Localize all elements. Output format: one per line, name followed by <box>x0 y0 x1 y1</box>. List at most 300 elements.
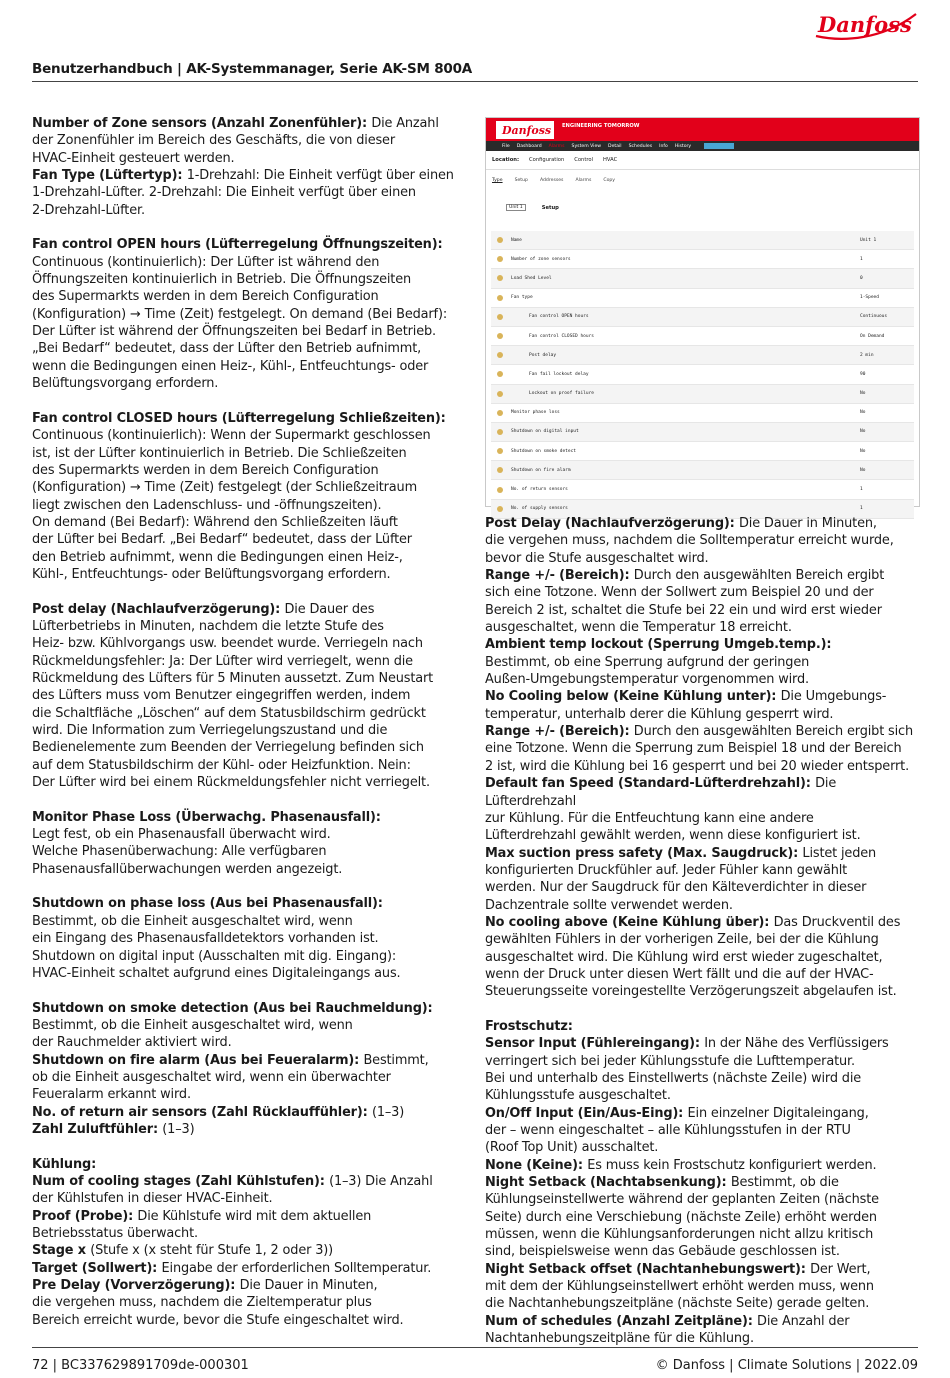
menu-item-system-view[interactable]: System View <box>571 143 602 149</box>
text-line <box>32 115 474 132</box>
text-span: Die Dauer in Minuten, <box>239 1278 378 1294</box>
row-value[interactable]: No <box>860 410 866 416</box>
row-label: Number of zone sensors <box>511 256 571 262</box>
text-span: ausgeschaltet, wenn die Temperatur 18 erreicht. <box>485 620 792 636</box>
text-span: Heiz- bzw. Kühlvorgangs usw. beendet wurde. Verriegeln nach <box>32 636 423 652</box>
menu-item-file[interactable]: File <box>502 143 510 149</box>
setting-icon <box>497 391 503 397</box>
text-span: Bei und unterhalb des Einstellwerts (nächste Zeile) wird die <box>485 1071 862 1086</box>
table-row[interactable] <box>491 404 914 423</box>
table-row[interactable] <box>491 327 914 346</box>
term-label: No. of return air sensors (Zahl Rücklauffühler): <box>32 1104 372 1120</box>
row-label: Fan control CLOSED hours <box>529 333 595 339</box>
text-line <box>32 705 474 722</box>
menu-item-info[interactable]: Info <box>659 143 668 149</box>
text-line <box>485 1243 921 1260</box>
text-span: Phasenausfallüberwachungen werden angezeigt. <box>32 861 343 877</box>
row-value[interactable]: 1 <box>860 487 863 493</box>
text-span: Bestimmt, ob die <box>730 1175 839 1191</box>
text-line <box>485 1018 921 1035</box>
text-line <box>32 670 474 687</box>
term-label: Pre Delay (Vorverzögerung): <box>32 1278 240 1294</box>
text-span: Das Druckventil des <box>773 914 901 930</box>
text-span: die vergehen muss, nachdem die Zieltemperatur plus <box>32 1295 372 1311</box>
term-label: Night Setback (Nachtabsenkung): <box>485 1175 731 1191</box>
tab-type[interactable]: Type <box>492 177 503 183</box>
term-label: Num of cooling stages (Zahl Kühlstufen): <box>32 1173 330 1189</box>
row-label: Lockout on proof failure <box>529 391 595 397</box>
text-span: Die Anzahl <box>371 116 439 131</box>
text-span: Shutdown on digital input (Ausschalten mit dig. Eingang): <box>32 948 397 964</box>
text-span: Die Umgebungs- <box>780 689 887 705</box>
text-line <box>32 1069 474 1086</box>
text-line <box>485 636 921 653</box>
text-line <box>32 1312 474 1329</box>
text-span: Bestimmt, <box>363 1052 429 1068</box>
left-column <box>32 115 474 1329</box>
text-line <box>485 602 921 619</box>
text-span: (1–3) Die Anzahl <box>329 1173 433 1189</box>
text-line <box>32 948 474 965</box>
text-line <box>32 445 474 462</box>
text-line <box>485 775 921 810</box>
text-line <box>485 688 921 705</box>
term-label: Monitor Phase Loss (Überwachg. Phasenausfall): <box>32 809 381 825</box>
text-span: HVAC-Einheit gesteuert werden. <box>32 150 235 166</box>
text-line <box>32 184 474 201</box>
table-row[interactable] <box>491 423 914 442</box>
hvac-setup-screenshot <box>485 117 920 512</box>
crumb-control[interactable]: Control <box>574 157 593 163</box>
row-label: Shutdown on digital input <box>511 429 579 435</box>
text-line <box>32 809 474 826</box>
text-span: des Lüfters muss vom Benutzer eingegriffen werden, indem <box>32 688 411 704</box>
text-line <box>32 1086 474 1103</box>
text-line <box>485 1139 921 1156</box>
text-line <box>32 479 474 496</box>
setting-icon <box>497 352 503 358</box>
term-label: On/Off Input (Ein/Aus-Eing): <box>485 1105 688 1121</box>
text-line <box>485 810 921 827</box>
text-line <box>485 671 921 688</box>
text-line <box>485 1122 921 1139</box>
table-row[interactable] <box>491 480 914 499</box>
text-line <box>485 949 921 966</box>
text-line <box>485 1105 921 1122</box>
text-span: In der Nähe des Verflüssigers <box>704 1036 889 1052</box>
setting-icon <box>497 371 503 377</box>
text-line <box>32 566 474 583</box>
text-line <box>485 1261 921 1278</box>
term-label: Target (Sollwert): <box>32 1260 162 1276</box>
text-span: Die Lüfterdrehzahl <box>485 776 837 809</box>
text-span: Belüftungsvorgang erfordern. <box>32 376 219 392</box>
table-row[interactable] <box>491 308 914 327</box>
text-line <box>485 966 921 983</box>
row-value[interactable]: No <box>860 391 866 397</box>
row-value[interactable]: No <box>860 448 866 454</box>
row-value[interactable]: Continuous <box>860 314 888 320</box>
brand-tagline: ENGINEERING TOMORROW <box>562 123 640 129</box>
text-line <box>485 1330 921 1347</box>
text-line <box>485 1191 921 1208</box>
setup-table <box>491 231 914 519</box>
text-line <box>485 983 921 1000</box>
text-span: temperatur, unterhalb derer die Kühlung gesperrt wird. <box>485 706 834 722</box>
text-span: den Betrieb aufnimmt, wenn die Bedingungen einen Heiz-, <box>32 549 403 565</box>
text-span: Welche Phasenüberwachung: Alle verfügbaren <box>32 844 327 860</box>
term-label: Shutdown on phase loss (Aus bei Phasenausfall): <box>32 896 383 912</box>
table-row[interactable] <box>491 442 914 461</box>
text-span: Durch den ausgewählten Bereich ergibt <box>633 568 885 584</box>
unit-select[interactable]: Unit 1 <box>506 204 526 211</box>
text-line <box>32 306 474 323</box>
term-label: Kühlung: <box>32 1156 97 1172</box>
text-line <box>485 1070 921 1087</box>
text-span: Der Wert, <box>810 1261 871 1277</box>
text-span: Ein einzelner Digitaleingang, <box>687 1105 869 1121</box>
text-span: 1-Drehzahl: Die Einheit verfügt über einen <box>186 168 454 184</box>
tab-copy[interactable]: Copy <box>603 177 616 183</box>
text-span: wird. Die Information zum Verriegelungszustand und die <box>32 723 388 739</box>
text-line <box>32 1225 474 1242</box>
text-line <box>32 236 474 253</box>
text-span: (Roof Top Unit) ausschaltet. <box>485 1140 659 1156</box>
text-span: die Schaltfläche „Löschen“ auf dem Statusbildschirm gedrückt <box>32 705 426 721</box>
location-label: Location: <box>492 157 520 163</box>
text-line <box>485 584 921 601</box>
text-line <box>32 132 474 149</box>
text-line <box>32 410 474 427</box>
text-line <box>32 1260 474 1277</box>
right-column <box>485 515 921 1348</box>
text-line <box>32 549 474 566</box>
text-line <box>485 567 921 584</box>
row-value[interactable]: No <box>860 429 866 435</box>
setting-icon <box>497 333 503 339</box>
text-line <box>32 358 474 375</box>
text-line <box>485 862 921 879</box>
term-label: Frostschutz: <box>485 1018 573 1034</box>
text-span: Listet jeden <box>802 845 877 861</box>
logo-wordmark: Danfoss <box>818 12 912 37</box>
text-line <box>485 1226 921 1243</box>
text-span: Rückmeldung des Lüfters für 5 Minuten aussetzt. Zum Neustart <box>32 671 434 686</box>
crumb-configuration[interactable]: Configuration <box>529 157 565 163</box>
text-line <box>32 1208 474 1225</box>
row-label: Fan type <box>511 295 533 301</box>
term-label: Shutdown on fire alarm (Aus bei Feueralarm): <box>32 1052 364 1068</box>
crumb-hvac[interactable]: HVAC <box>603 157 618 163</box>
text-line <box>32 323 474 340</box>
text-line <box>485 1035 921 1052</box>
menu-item-detail[interactable]: Detail <box>608 143 622 149</box>
term-label: None (Keine): <box>485 1157 588 1173</box>
text-line <box>32 843 474 860</box>
text-line <box>485 1157 921 1174</box>
text-span: Bestimmt, ob die Einheit ausgeschaltet wird, wenn <box>32 1017 353 1033</box>
text-line <box>32 1173 474 1190</box>
text-span: des Supermarkts werden in dem Bereich Configuration <box>32 289 379 305</box>
text-span: mit dem der Kühlungseinstellwert erhöht werden muss, wenn <box>485 1279 874 1295</box>
text-line <box>32 1277 474 1294</box>
screenshot-logo <box>496 120 554 140</box>
text-line <box>485 550 921 567</box>
text-line <box>32 1052 474 1069</box>
text-span: Continuous (kontinuierlich): Wenn der Supermarkt geschlossen <box>32 428 431 444</box>
text-span: Die Dauer des <box>284 601 375 617</box>
term-label: Stage x <box>32 1243 91 1259</box>
text-line <box>32 895 474 912</box>
text-span: Kühlungsstufe ausgeschaltet. <box>485 1088 671 1104</box>
table-row[interactable] <box>491 346 914 365</box>
text-span: der Rauchmelder aktiviert wird. <box>32 1035 232 1051</box>
tab-alarms[interactable]: Alarms <box>575 177 592 183</box>
screenshot-menu-bar <box>486 141 919 151</box>
footer-doc-id: 72 | BC337629891709de-000301 <box>32 1358 249 1373</box>
text-span: (Konfiguration) → Time (Zeit) festgelegt (der Schließzeitraum <box>32 480 417 496</box>
term-label: Range +/- (Bereich): <box>485 724 634 740</box>
row-label: Post delay <box>529 352 557 358</box>
text-line <box>32 1242 474 1259</box>
text-span: Eingabe der erforderlichen Solltemperatur. <box>161 1260 432 1276</box>
text-span: verringert sich bei jeder Kühlungsstufe die Lufttemperatur. <box>485 1053 855 1069</box>
row-value[interactable]: 0 <box>860 275 863 281</box>
text-line <box>32 774 474 791</box>
text-line <box>32 601 474 618</box>
text-span: gewählten Fühlers in der vorherigen Zeile, bei der die Kühlung <box>485 932 879 948</box>
table-row[interactable] <box>491 250 914 269</box>
text-line <box>32 722 474 739</box>
term-label: Default fan Speed (Standard-Lüfterdrehzahl): <box>485 776 816 792</box>
row-label: No. of supply sensors <box>511 506 568 512</box>
row-label: Shutdown on smoke detect <box>511 448 577 454</box>
text-line <box>32 861 474 878</box>
row-value[interactable]: 90 <box>860 371 866 377</box>
row-value[interactable]: On Demand <box>860 333 885 339</box>
text-span: ist, ist der Lüfter kontinuierlich in Betrieb. Die Schließzeiten <box>32 445 407 461</box>
header-divider <box>32 81 918 82</box>
setting-icon <box>497 314 503 320</box>
row-label: No. of return sensors <box>511 487 568 493</box>
text-span: 2 ist, wird die Kühlung bei 16 gesperrt und bei 20 wieder entsperrt. <box>485 758 910 774</box>
text-line <box>485 845 921 862</box>
table-row[interactable] <box>491 385 914 404</box>
text-line <box>32 254 474 271</box>
text-span: Seite) durch eine Verschiebung (nächste Zeile) erhöht werden <box>485 1209 877 1225</box>
text-span: wenn der Druck unter diesen Wert fällt und die auf der HVAC- <box>485 966 874 982</box>
text-span: Die Dauer in Minuten, <box>738 516 877 531</box>
text-span: bevor die Stufe ausgeschaltet wird. <box>485 550 709 566</box>
text-span: Steuerungsseite voreingestellte Verzögerungszeit abgelaufen ist. <box>485 984 897 1000</box>
table-row[interactable] <box>491 289 914 308</box>
text-line <box>32 1121 474 1138</box>
text-span: Bereich erreicht wurde, bevor die Stufe eingeschaltet wird. <box>32 1312 404 1328</box>
text-span: die vergehen muss, nachdem die Solltemperatur erreicht wurde, <box>485 533 894 549</box>
text-span: der – wenn eingeschaltet – alle Kühlungsstufen in der RTU <box>485 1123 851 1139</box>
term-label: Night Setback offset (Nachtanhebungswert): <box>485 1261 811 1277</box>
row-value[interactable]: 1-Speed <box>860 295 879 301</box>
text-span: Legt fest, ob ein Phasenausfall überwacht wird. <box>32 827 331 843</box>
text-line <box>32 497 474 514</box>
text-span: Öffnungszeiten kontinuierlich in Betrieb. Die Öffnungszeiten <box>32 272 411 288</box>
text-line <box>485 879 921 896</box>
table-row[interactable] <box>491 269 914 288</box>
tab-setup[interactable]: Setup <box>514 177 528 183</box>
row-label: Shutdown on fire alarm <box>511 467 571 473</box>
text-line <box>485 619 921 636</box>
text-span: HVAC-Einheit schaltet aufgrund eines Digitaleingangs aus. <box>32 965 401 981</box>
table-row[interactable] <box>491 365 914 384</box>
text-line <box>485 897 921 914</box>
table-row[interactable] <box>491 461 914 480</box>
text-span: (Stufe x (x steht für Stufe 1, 2 oder 3)) <box>90 1243 334 1259</box>
text-line <box>32 757 474 774</box>
term-label: Post delay (Nachlaufverzögerung): <box>32 601 285 617</box>
text-span: die Nachtanhebungszeitpläne (nächste Seite) gerade gelten. <box>485 1296 870 1312</box>
text-span: Durch den ausgewählten Bereich ergibt sich <box>633 724 914 740</box>
text-line <box>485 914 921 931</box>
row-value[interactable]: Unit 1 <box>860 237 877 243</box>
svg-text:Danfoss: Danfoss <box>502 124 552 137</box>
text-line <box>32 1156 474 1173</box>
text-line <box>32 687 474 704</box>
menu-item-alarms[interactable]: Alarms <box>548 143 565 149</box>
text-line <box>32 1034 474 1051</box>
text-line <box>32 1017 474 1034</box>
menu-item-history[interactable]: History <box>674 143 692 149</box>
text-line <box>32 202 474 219</box>
term-label: No Cooling below (Keine Kühlung unter): <box>485 689 781 705</box>
text-line <box>485 1209 921 1226</box>
text-line <box>32 288 474 305</box>
text-line <box>32 150 474 167</box>
row-value[interactable]: 1 <box>860 256 863 262</box>
text-line <box>32 340 474 357</box>
text-span: Die Kühlstufe wird mit dem aktuellen <box>137 1208 372 1224</box>
setting-icon <box>497 237 503 243</box>
term-label: No cooling above (Keine Kühlung über): <box>485 914 774 930</box>
text-span: On demand (Bei Bedarf): Während den Schließzeiten läuft <box>32 514 398 530</box>
text-span: (1–3) <box>371 1104 405 1120</box>
text-line <box>485 931 921 948</box>
text-span: Bestimmt, ob eine Sperrung aufgrund der geringen <box>485 654 810 670</box>
text-line <box>32 427 474 444</box>
text-span: Bestimmt, ob die Einheit ausgeschaltet wird, wenn <box>32 913 353 929</box>
screenshot-tabs <box>486 170 919 190</box>
text-span: auf dem Statusbildschirm der Kühl- oder Heizfunktion. Nein: <box>32 757 411 773</box>
text-span: sich eine Totzone. Wenn der Sollwert zum Beispiel 20 und der <box>485 585 874 601</box>
text-line <box>32 1000 474 1017</box>
text-span: Es muss kein Frostschutz konfiguriert werden. <box>587 1157 877 1173</box>
setting-icon <box>497 429 503 435</box>
text-line <box>32 531 474 548</box>
term-label: Shutdown on smoke detection (Aus bei Rauchmeldung): <box>32 1000 433 1016</box>
text-span: Bereich 2 ist, schaltet die Stufe bei 22 ein und wird erst wieder <box>485 602 882 618</box>
document-title: Benutzerhandbuch | AK-Systemmanager, Serie AK-SM 800A <box>32 61 473 77</box>
menu-highlight <box>704 143 734 149</box>
table-row[interactable] <box>491 231 914 250</box>
text-line <box>485 1087 921 1104</box>
text-span: Rückmeldungsfehler: Ja: Der Lüfter wird verriegelt, wenn die <box>32 653 413 669</box>
text-span: Außen-Umgebungstemperatur vorgenommen wird. <box>485 672 809 688</box>
tab-addresses[interactable]: Addresses <box>539 177 564 183</box>
text-line <box>32 1104 474 1121</box>
row-value[interactable]: 2 min <box>860 352 874 358</box>
row-label: Load Shed Level <box>511 275 552 281</box>
text-span: ein Eingang des Phasenausfalldetektors vorhanden ist. <box>32 931 379 947</box>
text-line <box>485 1295 921 1312</box>
term-label: Fan Type (Lüftertyp): <box>32 168 187 184</box>
text-line <box>32 913 474 930</box>
text-line <box>32 1294 474 1311</box>
text-span: 1-Drehzahl-Lüfter. 2-Drehzahl: Die Einheit verfügt über einen <box>32 185 416 201</box>
text-span: Die Anzahl der <box>757 1313 850 1329</box>
setup-header <box>486 200 919 215</box>
text-line <box>485 532 921 549</box>
text-span: ausgeschaltet wird. Die Kühlung wird erst wieder zugeschaltet, <box>485 949 883 965</box>
text-span: Der Lüfter wird bei einem Rückmeldungsfehler nicht verriegelt. <box>32 775 430 791</box>
text-span: Betriebsstatus überwacht. <box>32 1226 198 1241</box>
text-span: konfigurierten Druckfühler auf. Jeder Fühler kann gewählt <box>485 862 848 878</box>
row-value[interactable]: No <box>860 467 866 473</box>
text-line <box>485 827 921 844</box>
term-label: Zahl Zuluftfühler: <box>32 1121 163 1137</box>
term-label: Sensor Input (Fühlereingang): <box>485 1036 705 1052</box>
text-line <box>32 739 474 756</box>
menu-item-dashboard[interactable]: Dashboard <box>516 143 542 149</box>
text-span: Kühlungseinstellwerte während der geplanten Zeiten (nächste <box>485 1192 879 1208</box>
text-line <box>485 740 921 757</box>
text-span: liegt zwischen den Ladenschluss- und -öffnungszeiten). <box>32 497 382 513</box>
term-label: Fan control CLOSED hours (Lüfterregelung Schließzeiten): <box>32 410 446 426</box>
setting-icon <box>497 506 503 512</box>
text-line <box>485 758 921 775</box>
footer-copyright: © Danfoss | Climate Solutions | 2022.09 <box>655 1358 918 1373</box>
term-label: Proof (Probe): <box>32 1208 138 1224</box>
setting-icon <box>497 295 503 301</box>
text-span: (Konfiguration) → Time (Zeit) festgelegt. On demand (Bei Bedarf): <box>32 306 448 322</box>
text-line <box>485 515 921 532</box>
setting-icon <box>497 448 503 454</box>
text-line <box>485 706 921 723</box>
term-label: Fan control OPEN hours (Lüfterregelung Öffnungszeiten): <box>32 237 443 253</box>
text-line <box>32 1190 474 1207</box>
text-span: Dachzentrale sollte verwendet werden. <box>485 897 733 913</box>
text-line <box>32 462 474 479</box>
text-span: eine Totzone. Wenn die Sperrung zum Beispiel 18 und der Bereich <box>485 741 902 757</box>
setting-icon <box>497 487 503 493</box>
menu-item-schedules[interactable]: Schedules <box>628 143 653 149</box>
text-span: des Supermarkts werden in dem Bereich Configuration <box>32 462 379 478</box>
text-span: der Lüfter bei Bedarf. „Bei Bedarf“ bedeutet, dass der Lüfter <box>32 532 412 548</box>
term-label: Range +/- (Bereich): <box>485 568 634 584</box>
row-value[interactable]: 1 <box>860 506 863 512</box>
term-label: Num of schedules (Anzahl Zeitpläne): <box>485 1313 758 1329</box>
text-span: Kühl-, Entfeuchtungs- oder Belüftungsvorgang erfordern. <box>32 566 391 582</box>
text-line <box>485 723 921 740</box>
text-line <box>485 654 921 671</box>
text-line <box>32 930 474 947</box>
danfoss-logo <box>812 6 918 46</box>
setting-icon <box>497 275 503 281</box>
text-span: 2-Drehzahl-Lüfter. <box>32 202 145 218</box>
text-line <box>32 826 474 843</box>
text-span: sind, beispielsweise wenn das Gebäude geschlossen ist. <box>485 1244 840 1260</box>
term-label: Ambient temp lockout (Sperrung Umgeb.temp.): <box>485 637 832 653</box>
text-span: Der Lüfter ist während der Öffnungszeiten bei Bedarf in Betrieb. <box>32 324 436 340</box>
footer-divider <box>32 1347 918 1348</box>
